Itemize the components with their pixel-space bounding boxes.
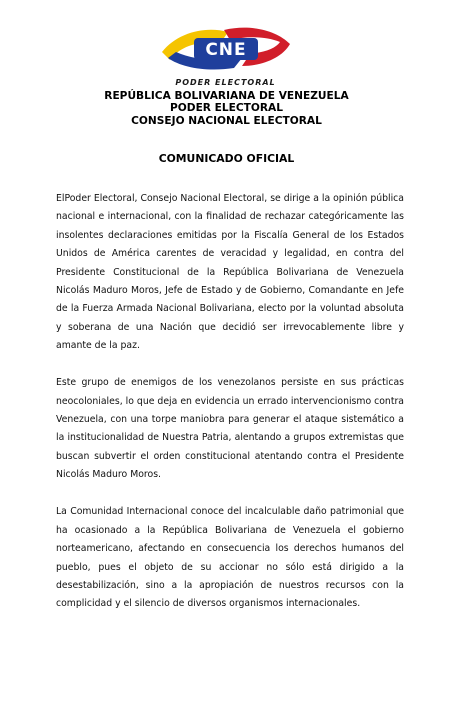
- letterhead-line-2: PODER ELECTORAL: [170, 102, 283, 115]
- document-body: [56, 190, 404, 632]
- logo-text: CNE: [205, 40, 247, 60]
- paragraph-1: ElPoder Electoral, Consejo Nacional Electoral, se dirige a la opinión pública nacional e internacional, con la finalidad de rechazar categóricamente las insolentes declaraciones emitidas por la Fiscalía General de los Estados Unidos de América carentes de veracidad y legalidad, en contra del Presidente Constitucional de la República Bolivariana de Venezuela Nicolás Maduro Moros, Jefe de Estado y de Gobierno, Comandante en Jefe de la Fuerza Armada Nacional Bolivariana, electo por la voluntad absoluta y soberana de una Nación que decidió ser irrevocablemente libre y amante de la paz.: [56, 193, 404, 352]
- letterhead: [40, 90, 413, 127]
- cne-logo-graphic: [158, 22, 293, 78]
- letterhead-line-1: REPÚBLICA BOLIVARIANA DE VENEZUELA: [104, 90, 349, 102]
- paragraph-2: Este grupo de enemigos de los venezolanos persiste en sus prácticas neocoloniales, lo que deja en evidencia un errado intervencionismo contra Venezuela, con una torpe maniobra para generar el ataque sistemático a la institucionalidad de Nuestra Patria, alentando a grupos extremistas que buscan subvertir el orden constitucional atentando contra el Presidente Nicolás Maduro Moros.: [56, 377, 404, 481]
- document-title: COMUNICADO OFICIAL: [158, 152, 295, 165]
- letterhead-line-3: CONSEJO NACIONAL ELECTORAL: [131, 114, 322, 127]
- paragraph-3: La Comunidad Internacional conoce del incalculable daño patrimonial que ha ocasionado a la República Bolivariana de Venezuela el gobierno norteamericano, afectando en consecuencia los derechos humanos del pueblo, pues el objeto de su accionar no sólo está dirigido a la desestabilización, sino a la apropiación de nuestros recursos con la complicidad y el silencio de diversos organismos internacionales.: [56, 506, 404, 610]
- cne-logo: [158, 22, 293, 88]
- logo-lettering: [194, 38, 258, 60]
- logo-subtitle: PODER ELECTORAL: [175, 78, 276, 87]
